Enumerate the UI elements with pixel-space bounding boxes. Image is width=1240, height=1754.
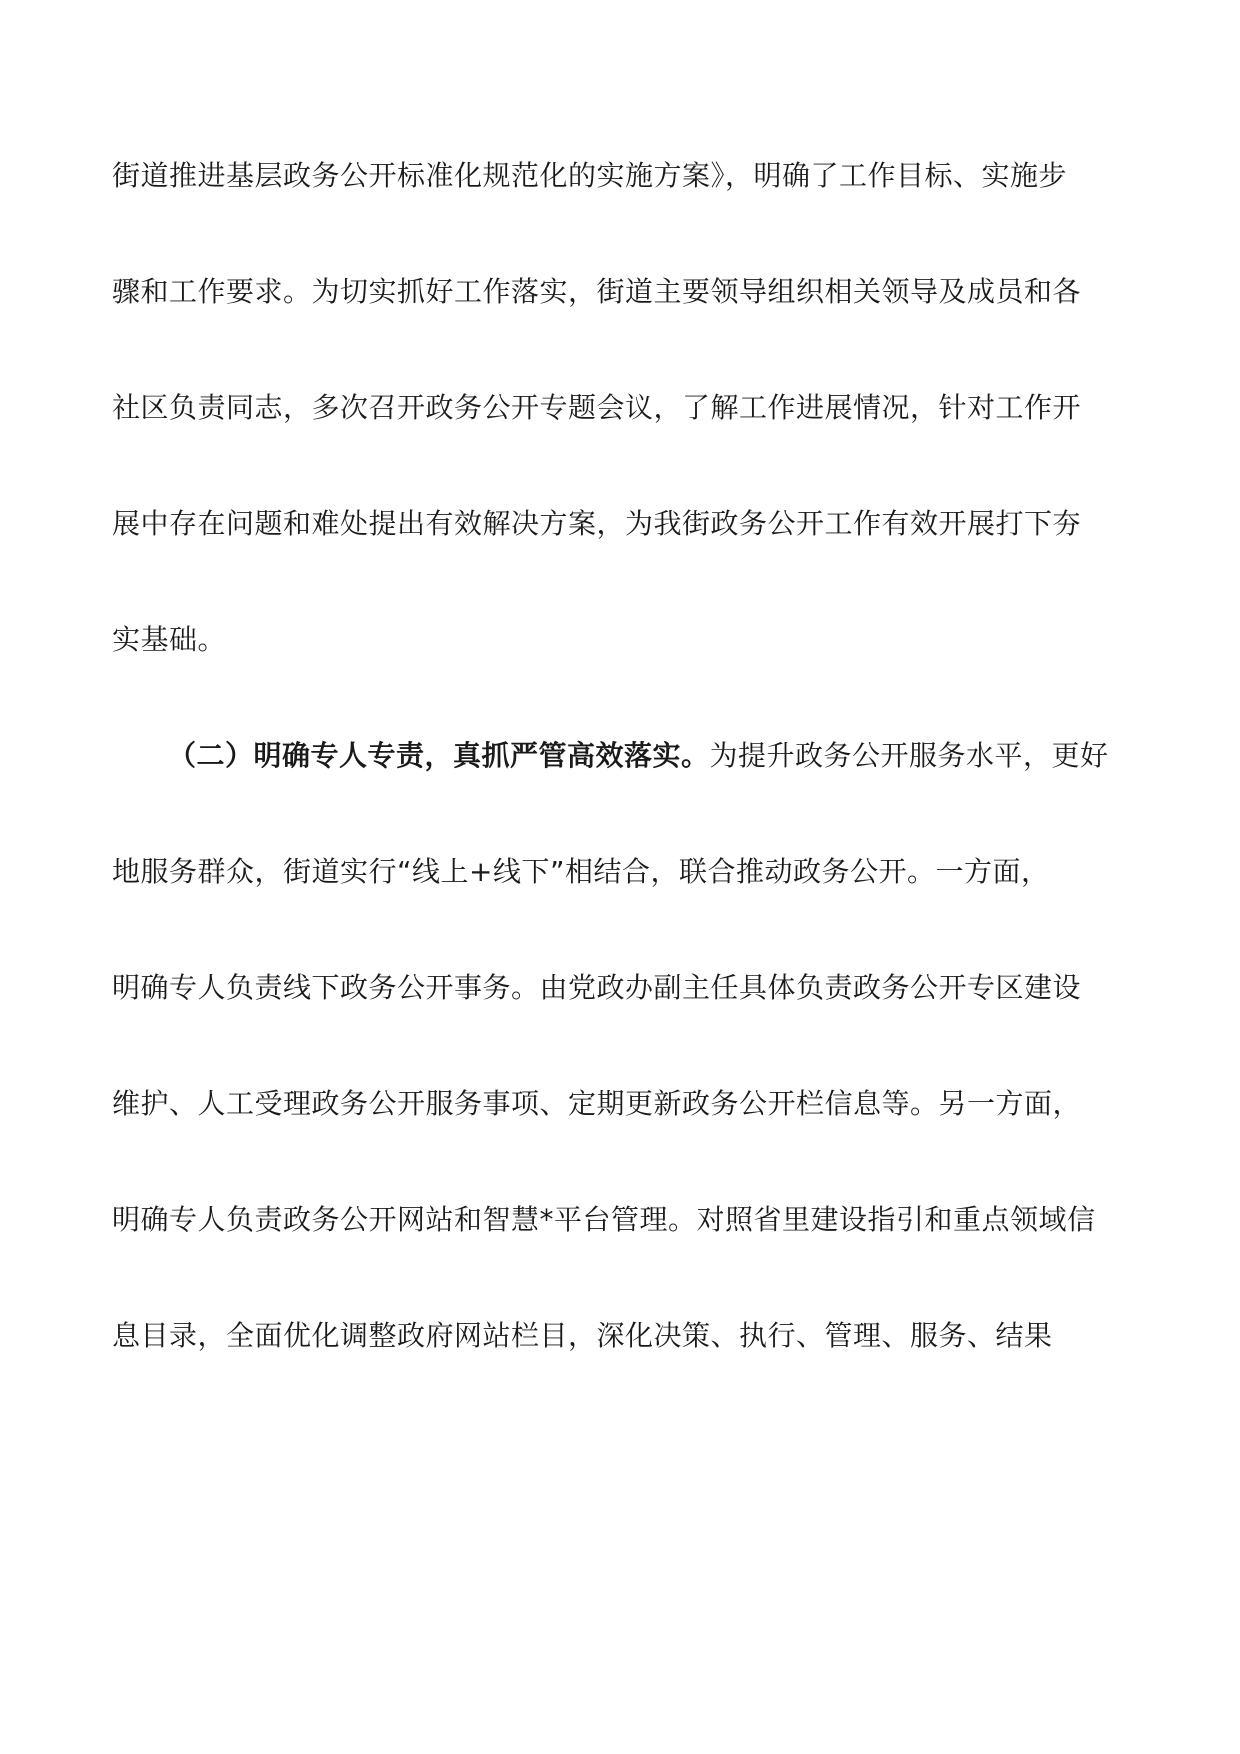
paragraph-line: 明确专人负责线下政务公开事务。由党政办副主任具体负责政务公开专区建设: [112, 971, 1082, 1004]
paragraph-line: 骤和工作要求。为切实抓好工作落实，街道主要领导组织相关领导及成员和各: [112, 275, 1082, 308]
section-heading: （二）明确专人专责，真抓严管高效落实。: [168, 739, 710, 772]
paragraph-line: 社区负责同志，多次召开政务公开专题会议，了解工作进展情况，针对工作开: [112, 391, 1082, 424]
section-heading-line: [168, 736, 1132, 776]
paragraph-line: 展中存在问题和难处提出有效解决方案，为我街政务公开工作有效开展打下夯: [112, 507, 1082, 540]
paragraph-line: 明确专人负责政务公开网站和智慧*平台管理。对照省里建设指引和重点领域信: [112, 1203, 1096, 1236]
paragraph-line: 地服务群众，街道实行“线上+线下”相结合，联合推动政务公开。一方面，: [112, 855, 1050, 888]
paragraph-line: 息目录，全面优化调整政府网站栏目，深化决策、执行、管理、服务、结果: [112, 1319, 1053, 1352]
paragraph-line: 街道推进基层政务公开标准化规范化的实施方案》，明确了工作目标、实施步: [112, 159, 1068, 192]
paragraph-line: 维护、人工受理政务公开服务事项、定期更新政务公开栏信息等。另一方面，: [112, 1087, 1082, 1120]
section-heading-continuation: 为提升政务公开服务水平，更好: [709, 739, 1109, 772]
paragraph-line: 实基础。: [112, 623, 227, 656]
